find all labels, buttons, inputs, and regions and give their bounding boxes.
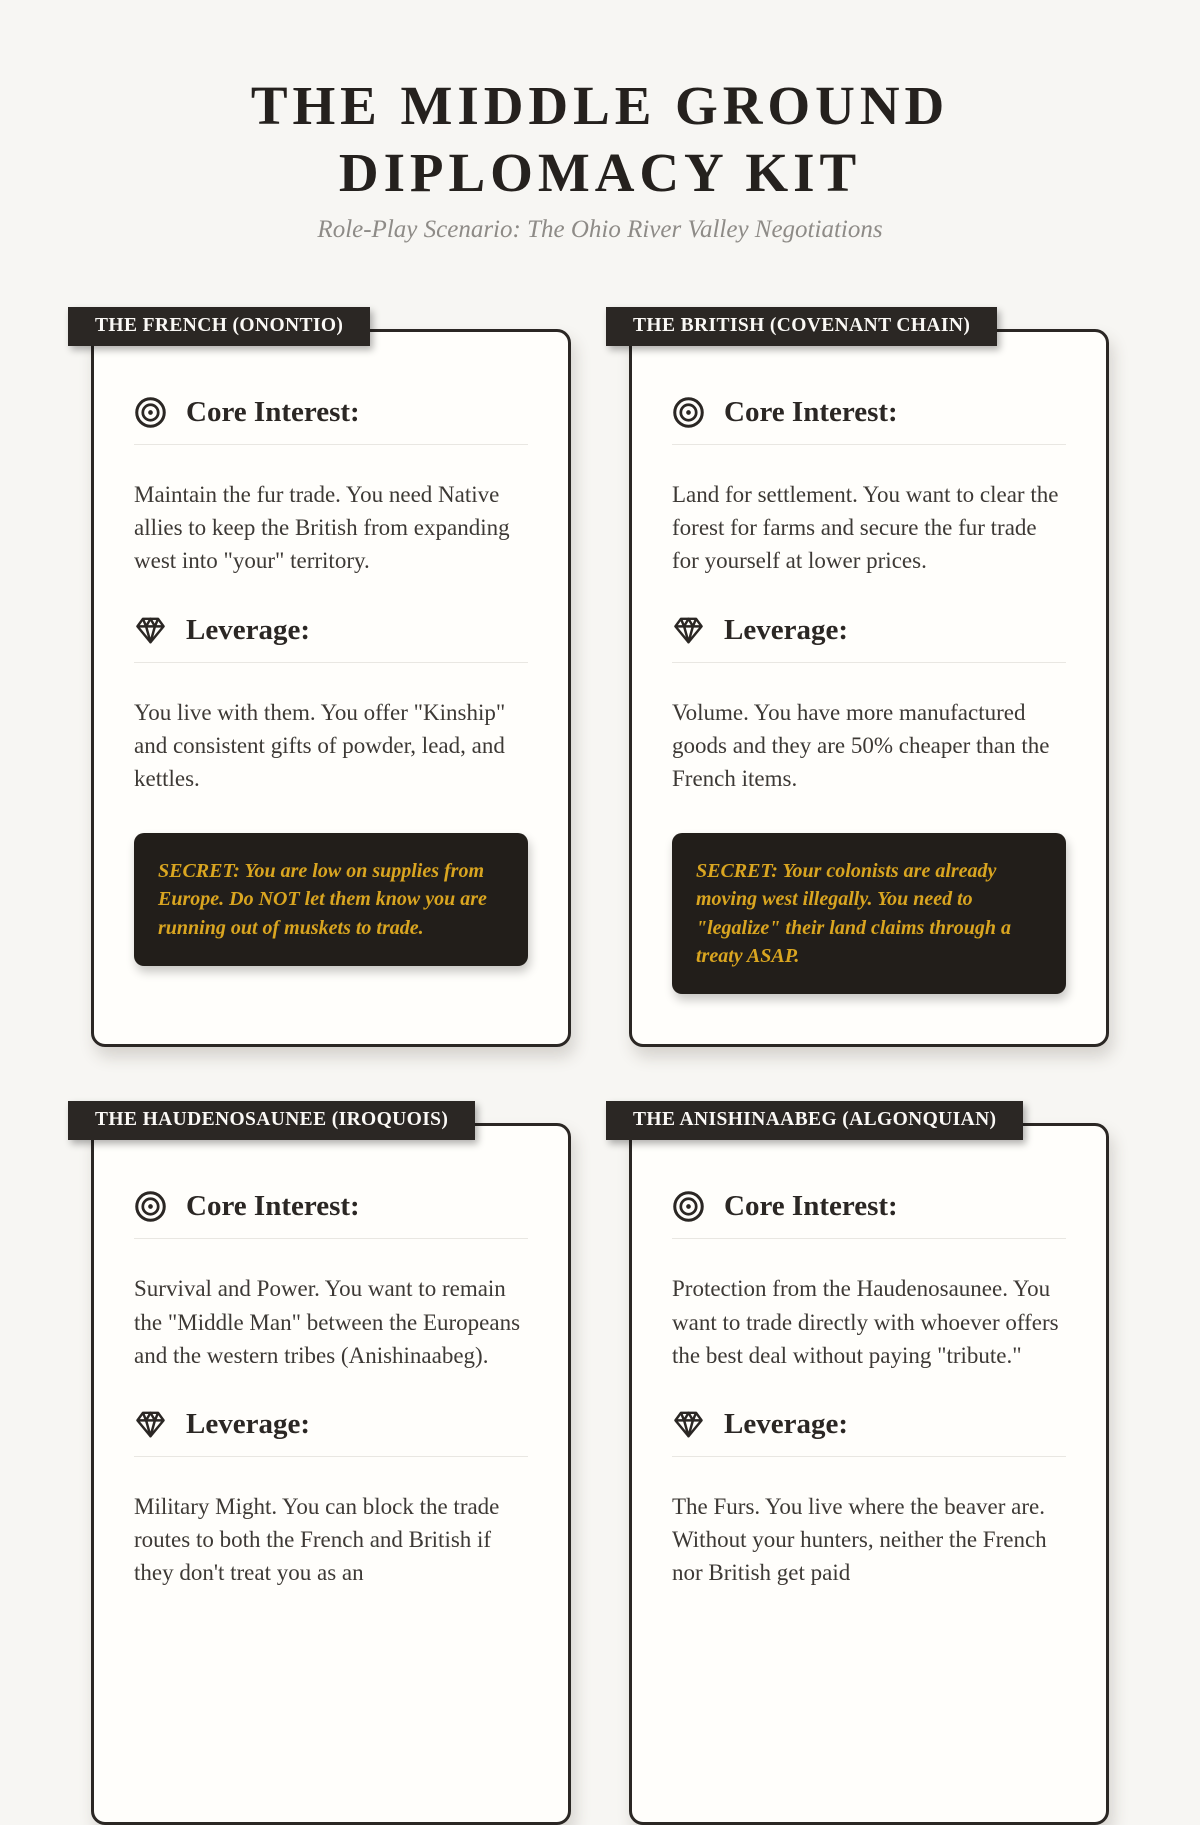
- leverage-text: Military Might. You can block the trade routes to both the French and British if they don't treat you as an: [134, 1493, 500, 1585]
- gem-icon: [134, 614, 167, 647]
- target-icon: [134, 396, 167, 429]
- page-title: [0, 72, 1200, 206]
- page-title-line1: THE MIDDLE GROUND: [250, 75, 950, 136]
- section-leverage: [134, 614, 528, 795]
- section-heading: [672, 614, 1066, 663]
- section-heading: [672, 1190, 1066, 1239]
- section-heading-label: Leverage:: [186, 613, 310, 646]
- gem-icon: [672, 1408, 705, 1441]
- secret-note: SECRET: Your colonists are already moving west illegally. You need to "legalize" their land claims through a treaty ASAP.: [672, 833, 1066, 995]
- section-heading: [672, 396, 1066, 445]
- core-interest-text: Land for settlement. You want to clear the forest for farms and secure the fur trade for yourself at lower prices.: [672, 482, 1059, 574]
- page-title-line2: DIPLOMACY KIT: [338, 142, 862, 204]
- section-heading-label: Core Interest:: [724, 1190, 898, 1223]
- gem-icon: [672, 614, 705, 647]
- secret-note: SECRET: You are low on supplies from Europe. Do NOT let them know you are running out of muskets to trade.: [134, 833, 528, 966]
- section-heading: [134, 1408, 528, 1457]
- faction-card-haudenosaunee: [91, 1109, 571, 1825]
- card-tab: THE BRITISH (COVENANT CHAIN): [606, 307, 997, 346]
- section-heading-label: Core Interest:: [186, 1190, 360, 1223]
- section-core-interest: [134, 1190, 528, 1371]
- faction-card-french: [91, 315, 571, 1047]
- faction-cards-grid: [91, 315, 1109, 1825]
- core-interest-text: Protection from the Haudenosaunee. You want to trade directly with whoever offers the best deal without paying "tribute.": [672, 1276, 1059, 1368]
- section-heading: [672, 1408, 1066, 1457]
- page-subtitle: Role-Play Scenario: The Ohio River Valley Negotiations: [317, 216, 883, 244]
- section-heading-label: Leverage:: [724, 613, 848, 646]
- card-tab: THE FRENCH (ONONTIO): [68, 307, 370, 346]
- section-heading: [134, 614, 528, 663]
- target-icon: [134, 1190, 167, 1223]
- card-tab: THE ANISHINAABEG (ALGONQUIAN): [606, 1101, 1023, 1140]
- faction-card-anishinaabeg: [629, 1109, 1109, 1825]
- core-interest-text: Survival and Power. You want to remain the "Middle Man" between the Europeans and the western tribes (Anishinaabeg).: [134, 1276, 521, 1368]
- section-heading: [134, 1190, 528, 1239]
- section-leverage: [672, 1408, 1066, 1589]
- gem-icon: [134, 1408, 167, 1441]
- faction-card-british: [629, 315, 1109, 1047]
- leverage-text: You live with them. You offer "Kinship" and consistent gifts of powder, lead, and kettles.: [134, 699, 506, 791]
- section-heading-label: Core Interest:: [724, 396, 898, 429]
- section-heading-label: Core Interest:: [186, 396, 360, 429]
- section-heading-label: Leverage:: [724, 1407, 848, 1440]
- leverage-text: The Furs. You live where the beaver are. Without your hunters, neither the French nor British get paid: [672, 1493, 1047, 1585]
- section-core-interest: [672, 1190, 1066, 1371]
- section-leverage: [134, 1408, 528, 1589]
- section-heading: [134, 396, 528, 445]
- section-leverage: [672, 614, 1066, 795]
- target-icon: [672, 1190, 705, 1223]
- section-heading-label: Leverage:: [186, 1407, 310, 1440]
- card-tab: THE HAUDENOSAUNEE (IROQUOIS): [68, 1101, 475, 1140]
- section-core-interest: [134, 396, 528, 577]
- leverage-text: Volume. You have more manufactured goods and they are 50% cheaper than the French items.: [672, 699, 1050, 791]
- target-icon: [672, 396, 705, 429]
- section-core-interest: [672, 396, 1066, 577]
- core-interest-text: Maintain the fur trade. You need Native allies to keep the British from expanding west into "your" territory.: [134, 482, 510, 574]
